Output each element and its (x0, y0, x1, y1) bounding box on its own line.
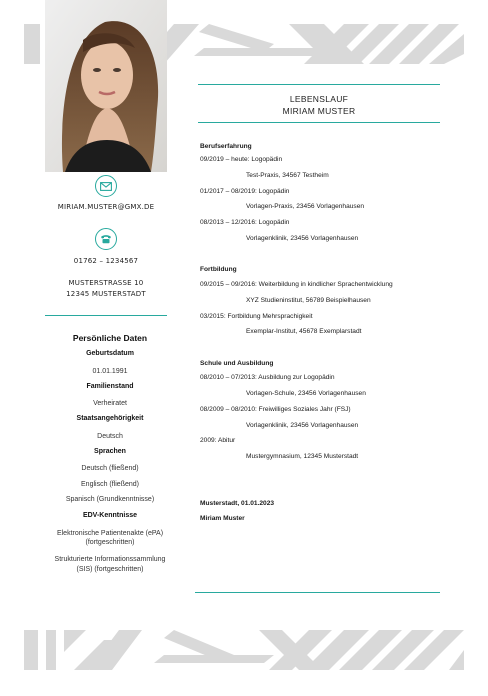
edv-item-line: (fortgeschritten) (85, 539, 135, 546)
experience-entry: 09/2019 – heute: Logopädin (200, 156, 283, 163)
address-street: MUSTERSTRASSE 10 (68, 279, 144, 287)
experience-entry: 08/2013 – 12/2016: Logopädin (200, 219, 290, 226)
signature-name: Miriam Muster (200, 515, 245, 522)
family-status-value: Verheiratet (93, 400, 127, 407)
email-text[interactable]: MIRIAM.MUSTER@GMX.DE (57, 203, 155, 211)
document-title: LEBENSLAUF (289, 94, 349, 104)
edv-item-line: Strukturierte Informationssammlung (54, 556, 166, 563)
education-entry: 08/2010 – 07/2013: Ausbildung zur Logopädin (200, 374, 335, 381)
phone-icon (95, 228, 117, 250)
education-place: Vorlagen-Schule, 23456 Vorlagenhausen (246, 390, 366, 397)
section-heading-training: Fortbildung (200, 266, 237, 273)
sidebar-divider (45, 315, 167, 316)
education-entry: 08/2009 – 08/2010: Freiwilliges Soziales Jahr (FSJ) (200, 406, 351, 413)
phone-text[interactable]: 01762 – 1234567 (73, 257, 139, 265)
nationality-label: Staatsangehörigkeit (76, 415, 144, 422)
signature-place-date: Musterstadt, 01.01.2023 (200, 500, 275, 507)
mail-icon (95, 175, 117, 197)
birthdate-value: 01.01.1991 (92, 368, 128, 375)
experience-place: Test-Praxis, 34567 Testheim (246, 172, 329, 179)
section-heading-education: Schule und Ausbildung (200, 360, 274, 367)
header-top-rule (198, 84, 440, 85)
profile-photo (45, 0, 167, 172)
nationality-value: Deutsch (97, 433, 123, 440)
training-place: Exemplar-Institut, 45678 Exemplarstadt (246, 328, 362, 335)
header-bottom-rule (198, 122, 440, 123)
section-heading-experience: Berufserfahrung (200, 143, 252, 150)
bottom-stripe-pattern (24, 630, 464, 670)
education-place: Mustergymnasium, 12345 Musterstadt (246, 453, 359, 460)
languages-label: Sprachen (94, 448, 126, 455)
personal-data-title: Persönliche Daten (72, 333, 148, 343)
language-item: Deutsch (fließend) (81, 465, 139, 472)
language-item: Spanisch (Grundkenntnisse) (65, 496, 155, 503)
footer-rule (195, 592, 440, 593)
experience-entry: 01/2017 – 08/2019: Logopädin (200, 188, 290, 195)
edv-label: EDV-Kenntnisse (82, 512, 138, 519)
family-status-label: Familienstand (86, 383, 134, 390)
education-place: Vorlagenklinik, 23456 Vorlagenhausen (246, 422, 359, 429)
birthdate-label: Geburtsdatum (86, 350, 134, 357)
address-city: 12345 MUSTERSTADT (66, 290, 146, 298)
edv-item-line: (SIS) (fortgeschritten) (76, 566, 144, 573)
training-place: XYZ Studieninstitut, 56789 Beispielhausen (246, 297, 371, 304)
training-entry: 09/2015 – 09/2016: Weiterbildung in kindlicher Sprachentwicklung (200, 281, 393, 288)
training-entry: 03/2015: Fortbildung Mehrsprachigkeit (200, 313, 313, 320)
person-name: MIRIAM MUSTER (282, 106, 356, 116)
education-entry: 2009: Abitur (200, 437, 236, 444)
experience-place: Vorlagenklinik, 23456 Vorlagenhausen (246, 235, 359, 242)
experience-place: Vorlagen-Praxis, 23456 Vorlagenhausen (246, 203, 365, 210)
language-item: Englisch (fließend) (81, 481, 139, 488)
edv-item-line: Elektronische Patientenakte (ePA) (56, 530, 164, 537)
